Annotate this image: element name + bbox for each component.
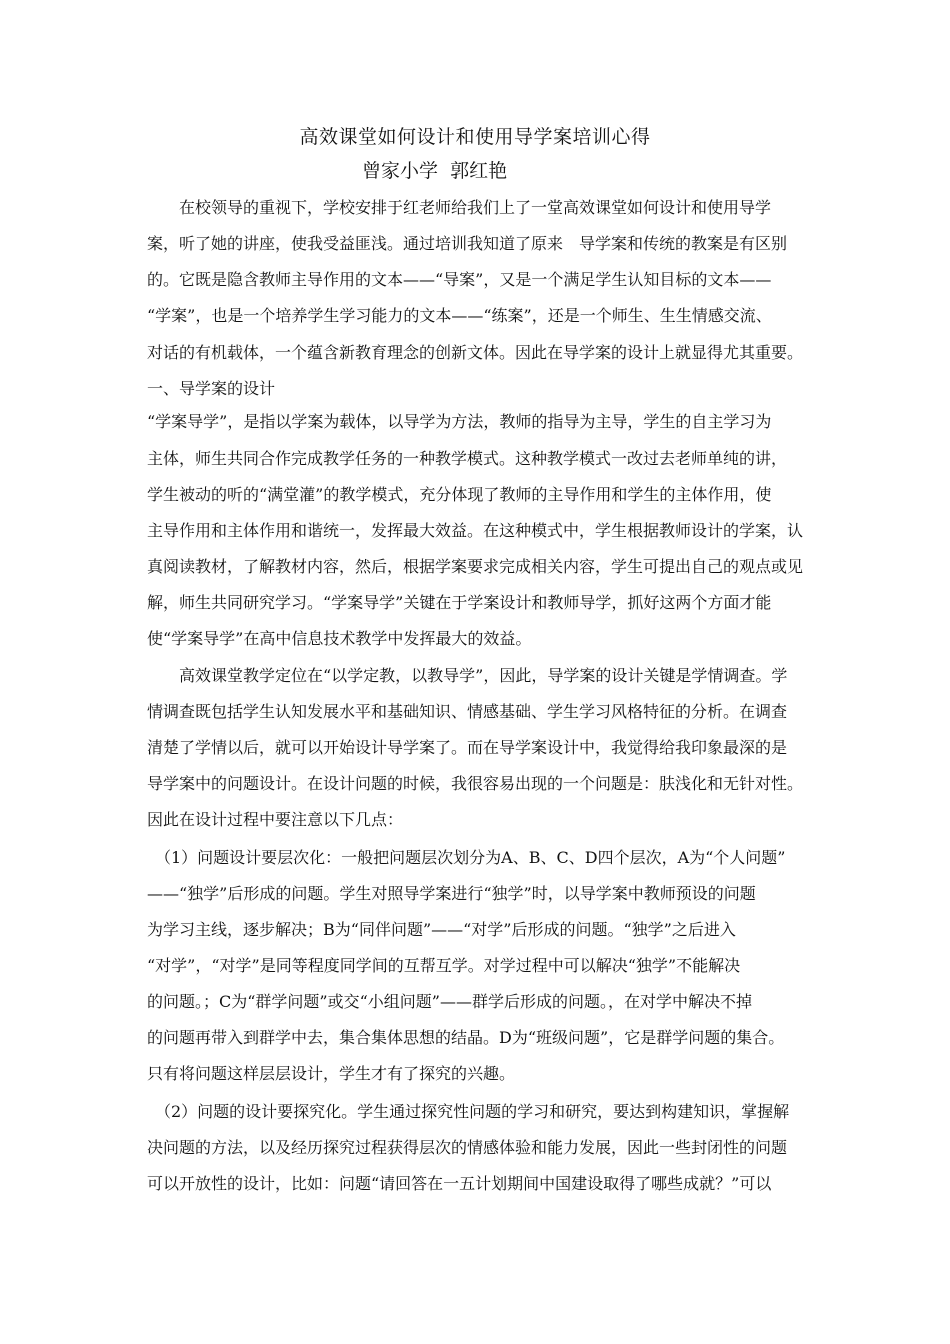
- paragraph-line: 学生被动的听的“满堂灌”的教学模式，充分体现了教师的主导作用和学生的主体作用，使: [147, 485, 772, 504]
- paragraph-line: 导学案中的问题设计。在设计问题的时候，我很容易出现的一个问题是：肤浅化和无针对性。: [147, 774, 804, 793]
- paragraph-line: 可以开放性的设计，比如：问题“请回答在一五计划期间中国建设取得了哪些成就？”可以: [147, 1174, 772, 1193]
- paragraph-line: 在校领导的重视下，学校安排于红老师给我们上了一堂高效课堂如何设计和使用导学: [147, 198, 772, 217]
- paragraph-line: （1）问题设计要层次化：一般把问题层次划分为A、B、C、D四个层次，A为“个人问题”: [147, 848, 786, 867]
- paragraph-line: 真阅读教材，了解教材内容，然后，根据学案要求完成相关内容，学生可提出自己的观点或见: [147, 557, 804, 576]
- paragraph-line: 一、导学案的设计: [147, 379, 276, 398]
- paragraph-line: 主体，师生共同合作完成教学任务的一种教学模式。这种教学模式一改过去老师单纯的讲，: [147, 449, 788, 468]
- paragraph-line: 使“学案导学”在高中信息技术教学中发挥最大的效益。: [147, 629, 532, 648]
- paragraph-line: 清楚了学情以后，就可以开始设计导学案了。而在导学案设计中，我觉得给我印象最深的是: [147, 738, 788, 757]
- paragraph-line: 的。它既是隐含教师主导作用的文本——“导案”，又是一个满足学生认知目标的文本——: [147, 270, 772, 289]
- paragraph-line: “对学”，“对学”是同等程度同学间的互帮互学。对学过程中可以解决“独学”不能解决: [147, 956, 741, 975]
- paragraph-line: 的问题再带入到群学中去，集合集体思想的结晶。D为“班级问题”，它是群学问题的集合。: [147, 1028, 785, 1047]
- paragraph-line: 高效课堂教学定位在“以学定教，以教导学”，因此，导学案的设计关键是学情调查。学: [147, 666, 788, 685]
- paragraph-line: 对话的有机载体，一个蕴含新教育理念的创新文体。因此在导学案的设计上就显得尤其重要。: [147, 343, 804, 362]
- paragraph-line: ——“独学”后形成的问题。学生对照导学案进行“独学”时，以导学案中教师预设的问题: [147, 884, 756, 903]
- paragraph-line: 的问题。；C为“群学问题”或交“小组问题”——群学后形成的问题。，在对学中解决不掉: [147, 992, 752, 1011]
- document-title: 高效课堂如何设计和使用导学案培训心得: [299, 126, 651, 148]
- paragraph-line: 只有将问题这样层层设计，学生才有了探究的兴趣。: [147, 1064, 516, 1083]
- paragraph-line: “学案导学”，是指以学案为载体，以导学为方法，教师的指导为主导，学生的自主学习为: [147, 412, 772, 431]
- paragraph-line: 因此在设计过程中要注意以下几点：: [147, 810, 404, 829]
- paragraph-line: 决问题的方法，以及经历探究过程获得层次的情感体验和能力发展，因此一些封闭性的问题: [147, 1138, 788, 1157]
- document-author: 曾家小学 郭红艳: [362, 160, 508, 182]
- paragraph-line: “学案”，也是一个培养学生学习能力的文本——“练案”，还是一个师生、生生情感交流、: [147, 306, 772, 325]
- paragraph-line: 为学习主线，逐步解决；B为“同伴问题”——“对学”后形成的问题。“独学”之后进入: [147, 920, 736, 939]
- paragraph-line: 情调查既包括学生认知发展水平和基础知识、情感基础、学生学习风格特征的分析。在调查: [147, 702, 788, 721]
- paragraph-line: 解，师生共同研究学习。“学案导学”关键在于学案设计和教师导学，抓好这两个方面才能: [147, 593, 772, 612]
- paragraph-line: 案，听了她的讲座，使我受益匪浅。通过培训我知道了原来 导学案和传统的教案是有区别: [147, 234, 788, 253]
- paragraph-line: 主导作用和主体作用和谐统一，发挥最大效益。在这种模式中，学生根据教师设计的学案，认: [147, 521, 804, 540]
- paragraph-line: （2）问题的设计要探究化。学生通过探究性问题的学习和研究，要达到构建知识，掌握解: [147, 1102, 790, 1121]
